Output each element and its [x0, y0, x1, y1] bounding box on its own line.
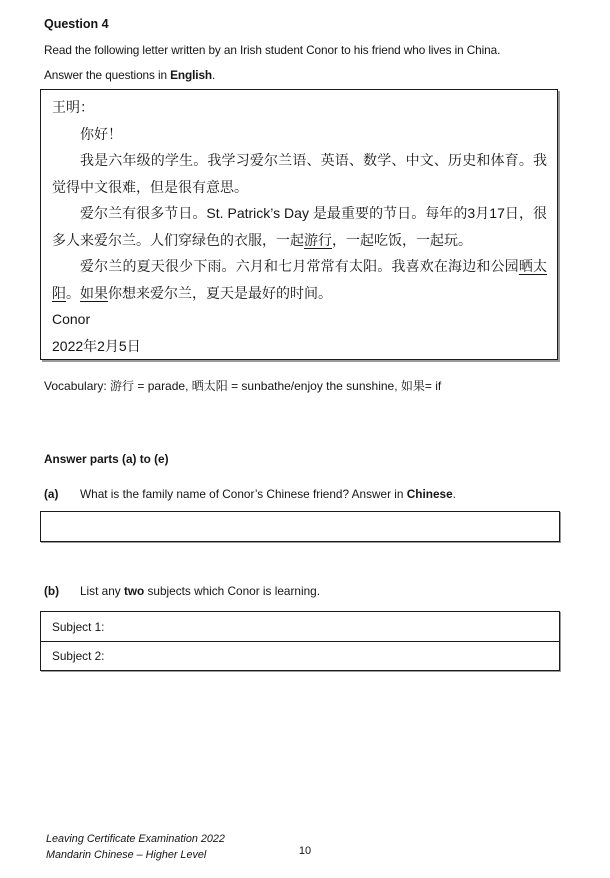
letter-salutation: 王明： [52, 99, 94, 115]
subject-2-label: Subject 2: [52, 649, 105, 663]
intro-line-2-bold: English [170, 67, 213, 82]
letter-box [40, 89, 558, 360]
subject-1-answer-row[interactable] [41, 612, 559, 641]
vocabulary-note: Vocabulary: 游行 = parade, 晒太阳 = sunbathe/enjoy the sunshine, 如果= if [44, 379, 442, 393]
letter-date: 2022年2月5日 [52, 337, 141, 354]
part-a-text-suffix: . [452, 487, 456, 501]
part-a-text-prefix: What is the family name of Conor’s Chinese friend? Answer in [80, 487, 407, 501]
answer-box-part-a[interactable] [40, 511, 560, 542]
intro-line-2-prefix: Answer the questions in [44, 67, 171, 82]
footer-exam-line-2: Mandarin Chinese – Higher Level [46, 848, 207, 861]
para2-text-end: ，一起吃饭，一起玩。 [332, 231, 472, 248]
letter-paragraph-1: 我是六年级的学生。我学习爱尔兰语、英语、数学、中文、历史和体育。我觉得中文很难，但是很有意思。 [52, 152, 547, 195]
intro-line-2 [44, 63, 584, 88]
subject-1-label: Subject 1: [52, 619, 105, 634]
intro-line-2-suffix: . [212, 67, 216, 82]
letter-signature: Conor [52, 311, 91, 327]
para3-punct: 。 [66, 284, 80, 301]
part-b-text-prefix: List any [80, 584, 124, 598]
page-number: 10 [298, 845, 312, 857]
intro-line-1: Read the following letter written by an Irish student Conor to his friend who lives in China. [44, 43, 501, 57]
question-intro [44, 38, 584, 87]
letter-paragraph-3 [52, 253, 547, 306]
para3-underlined-term-1: 晒太阳 [52, 258, 547, 301]
part-a-text-bold: Chinese [406, 487, 453, 501]
letter-greeting: 你好！ [80, 125, 122, 142]
question-part-a [44, 487, 574, 501]
question-part-b [44, 584, 574, 598]
question-title: Question 4 [44, 17, 109, 31]
part-b-label: (b) [44, 584, 60, 598]
subject-2-answer-row[interactable] [41, 641, 559, 670]
letter-paragraph-2 [52, 200, 547, 253]
para3-text-end: 你想来爱尔兰，夏天是最好的时间。 [108, 284, 332, 301]
footer-exam-line-1: Leaving Certificate Examination 2022 [46, 833, 225, 845]
para3-text: 爱尔兰的夏天很少下雨。六月和七月常常有太阳。我喜欢在海边和公园 [80, 258, 519, 274]
answer-parts-heading: Answer parts (a) to (e) [44, 452, 169, 466]
part-b-text-suffix: subjects which Conor is learning. [144, 584, 320, 598]
para2-underlined-term: 游行 [304, 231, 332, 248]
para2-text: 爱尔兰有很多节日。St. Patrick’s Day 是最重要的节日。每年的3月17日，很多人来爱尔兰。人们穿绿色的衣服，一起 [52, 205, 547, 248]
para3-underlined-term-2: 如果 [80, 284, 108, 301]
part-b-text-bold: two [123, 584, 145, 598]
part-a-label: (a) [44, 487, 59, 501]
subject-answer-table [40, 611, 560, 671]
